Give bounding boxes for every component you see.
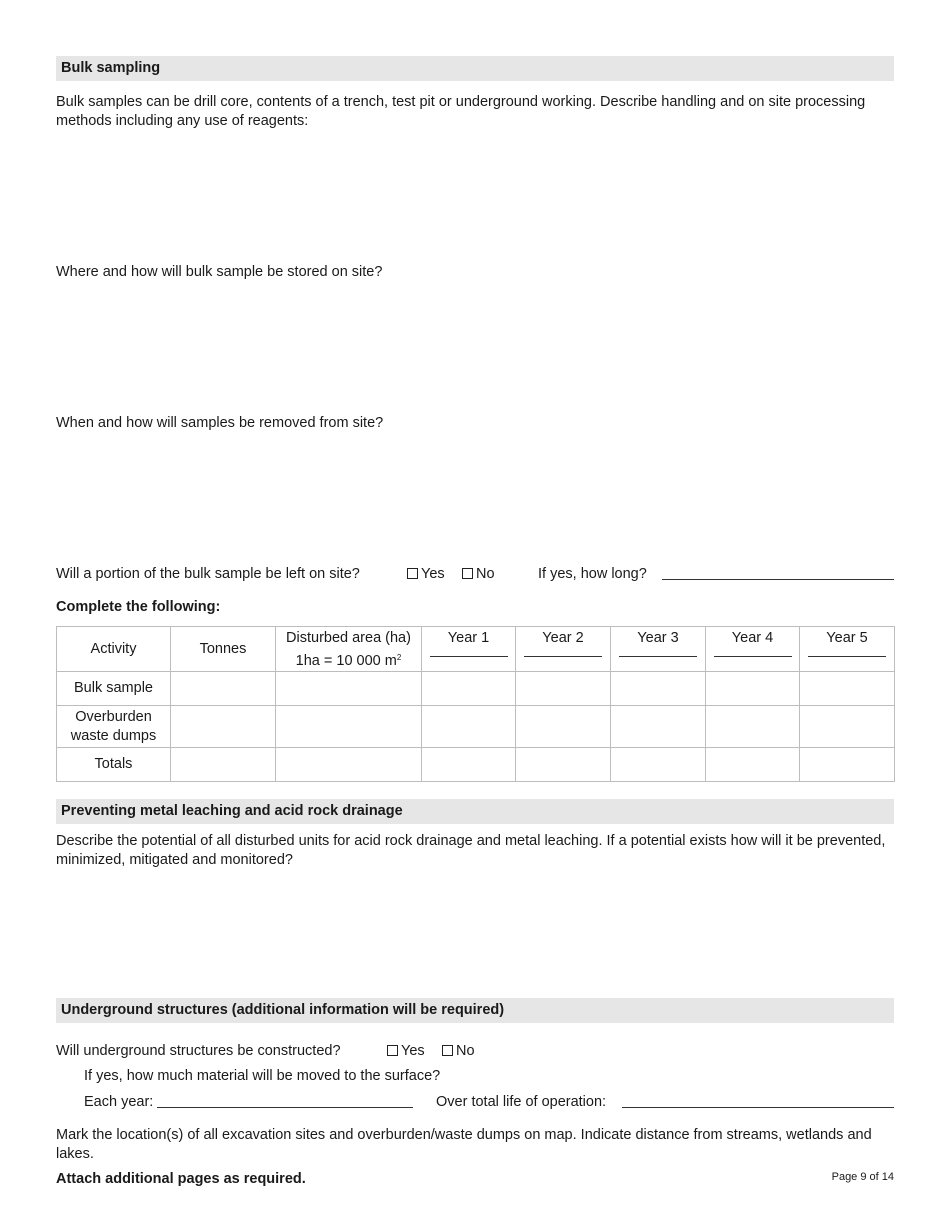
table-header-row (57, 627, 895, 672)
map-note: Mark the location(s) of all excavation sites and overburden/waste dumps on map. Indicate distance from streams, wetlands and lakes. (56, 1127, 872, 1162)
table-cell[interactable] (800, 706, 895, 748)
table-cell[interactable] (800, 672, 895, 706)
table-cell[interactable] (171, 706, 276, 748)
underground-no-option[interactable] (442, 1042, 475, 1061)
activity-table (56, 626, 895, 782)
header-year-2 (516, 627, 611, 672)
header-activity: Activity (57, 627, 171, 672)
table-cell[interactable] (276, 706, 422, 748)
bulk-sampling-intro: Bulk samples can be drill core, contents of a trench, test pit or underground working. Describe handling and on site processing methods including any use of reagents: (56, 94, 866, 129)
total-life-label: Over total life of operation: (436, 1094, 607, 1110)
row-label-totals: Totals (57, 748, 171, 782)
table-row (57, 672, 895, 706)
header-year-4 (706, 627, 800, 672)
table-cell[interactable] (422, 748, 516, 782)
underground-yes-label: Yes (401, 1043, 425, 1059)
metal-leaching-text: Describe the potential of all disturbed units for acid rock drainage and metal leaching. If a potential exists how will it be prevented, minimized, mitigated and monitored? (56, 833, 886, 868)
underground-yes-option[interactable] (387, 1042, 425, 1061)
table-row (57, 706, 895, 748)
header-tonnes: Tonnes (171, 627, 276, 672)
row-label-bulk-sample: Bulk sample (57, 672, 171, 706)
portion-no-label: No (476, 566, 495, 582)
header-conversion: 1ha = 10 000 m (295, 653, 397, 669)
section-heading-underground: Underground structures (additional information will be required) (56, 998, 894, 1023)
year-5-field[interactable] (808, 656, 886, 657)
table-cell[interactable] (171, 672, 276, 706)
how-long-field[interactable] (662, 579, 894, 580)
total-life-field[interactable] (622, 1107, 894, 1108)
portion-yes-checkbox[interactable] (407, 568, 418, 579)
how-long-label: If yes, how long? (538, 566, 647, 582)
table-cell[interactable] (276, 672, 422, 706)
table-cell[interactable] (276, 748, 422, 782)
header-conversion-sup: 2 (396, 653, 402, 662)
table-cell[interactable] (516, 672, 611, 706)
header-year-5 (800, 627, 895, 672)
row-label-line: Overburden (75, 708, 152, 725)
header-disturbed-label: Disturbed area (ha) (286, 630, 411, 646)
table-cell[interactable] (611, 672, 706, 706)
year-3-field[interactable] (619, 656, 697, 657)
year-2-field[interactable] (524, 656, 602, 657)
header-year-3 (611, 627, 706, 672)
table-cell[interactable] (706, 748, 800, 782)
portion-yes-option[interactable] (407, 565, 445, 584)
portion-no-option[interactable] (462, 565, 495, 584)
question-underground: Will underground structures be constructed? (56, 1043, 341, 1059)
section-heading-bulk-sampling: Bulk sampling (56, 56, 894, 81)
table-cell[interactable] (422, 706, 516, 748)
table-cell[interactable] (516, 748, 611, 782)
each-year-field[interactable] (157, 1107, 413, 1108)
question-portion-left: Will a portion of the bulk sample be left on site? (56, 566, 360, 582)
year-4-field[interactable] (714, 656, 792, 657)
header-year-1 (422, 627, 516, 672)
question-storage: Where and how will bulk sample be stored on site? (56, 264, 383, 280)
portion-yes-label: Yes (421, 566, 445, 582)
header-year-label: Year 2 (542, 630, 584, 646)
underground-yes-checkbox[interactable] (387, 1045, 398, 1056)
table-cell[interactable] (706, 706, 800, 748)
row-label-overburden (57, 706, 171, 748)
attach-note: Attach additional pages as required. (56, 1171, 306, 1187)
each-year-label: Each year: (84, 1094, 154, 1110)
table-cell[interactable] (516, 706, 611, 748)
question-removal: When and how will samples be removed from site? (56, 415, 384, 431)
header-year-label: Year 4 (731, 630, 774, 646)
header-disturbed-area (276, 627, 422, 672)
page-number: Page 9 of 14 (831, 1171, 894, 1183)
portion-no-checkbox[interactable] (462, 568, 473, 579)
table-cell[interactable] (171, 748, 276, 782)
underground-no-checkbox[interactable] (442, 1045, 453, 1056)
table-cell[interactable] (800, 748, 895, 782)
underground-no-label: No (456, 1043, 475, 1059)
section-heading-metal-leaching: Preventing metal leaching and acid rock drainage (56, 799, 894, 824)
table-cell[interactable] (611, 706, 706, 748)
complete-following-label: Complete the following: (56, 599, 221, 615)
header-year-label: Year 1 (447, 630, 490, 646)
table-cell[interactable] (422, 672, 516, 706)
table-cell[interactable] (611, 748, 706, 782)
table-cell[interactable] (706, 672, 800, 706)
row-label-line: waste dumps (70, 727, 157, 744)
header-year-label: Year 5 (826, 630, 868, 646)
header-year-label: Year 3 (637, 630, 679, 646)
underground-followup: If yes, how much material will be moved to the surface? (84, 1068, 441, 1084)
table-row (57, 748, 895, 782)
year-1-field[interactable] (430, 656, 508, 657)
